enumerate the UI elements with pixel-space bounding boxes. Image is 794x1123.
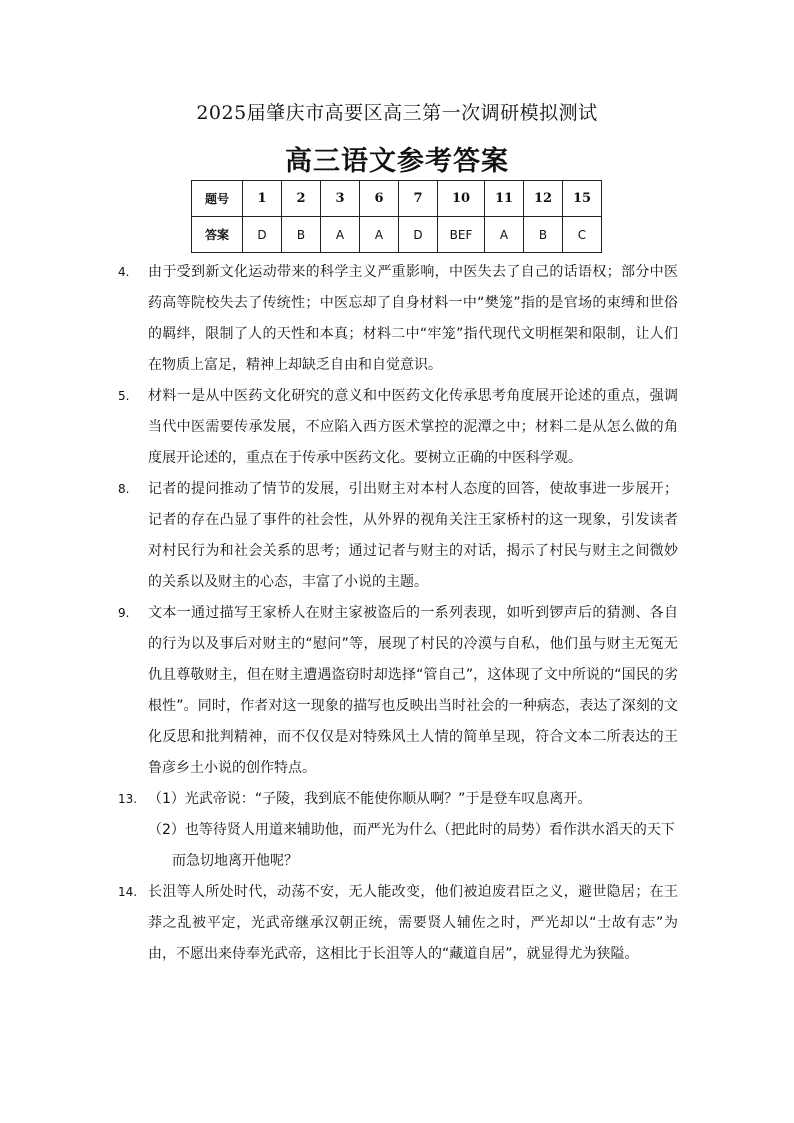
item-number: 5. xyxy=(118,389,130,403)
item-number: 4. xyxy=(118,265,130,279)
question-number: 6 xyxy=(360,181,399,217)
item-text: 由于受到新文化运动带来的科学主义严重影响，中医失去了自己的话语权；部分中医药高等院校失去了传统性；中医忘却了自身材料一中“樊笼”指的是官场的束缚和世俗的羁绊，限制了人的天性和本真；材料二中“牢笼”指代现代文明框架和限制，让人们在物质上富足，精神上却缺乏自由和自觉意识。 xyxy=(148,264,678,373)
answer-cell: BEF xyxy=(438,217,485,253)
question-number: 15 xyxy=(563,181,602,217)
answer-table xyxy=(191,180,602,253)
question-number: 7 xyxy=(399,181,438,217)
item-text: 记者的提问推动了情节的发展，引出财主对本村人态度的回答，使故事进一步展开；记者的存在凸显了事件的社会性，从外界的视角关注王家桥村的这一现象，引发读者对村民行为和社会关系的思考；通过记者与财主的对话，揭示了村民与财主之间微妙的关系以及财主的心态，丰富了小说的主题。 xyxy=(148,481,678,590)
answer-cell: B xyxy=(282,217,321,253)
answer-cell: B xyxy=(524,217,563,253)
answer-item-14 xyxy=(118,877,678,970)
item-number: 9. xyxy=(118,606,130,620)
answer-list xyxy=(118,257,678,970)
item-text: 文本一通过描写王家桥人在财主家被盗后的一系列表现，如听到锣声后的猜测、各自的行为以及事后对财主的“慰问”等，展现了村民的冷漠与自私，他们虽与财主无冤无仇且尊敬财主，但在财主遭遇盗窃时却选择“管自己”，这体现了文中所说的“国民的劣根性”。同时，作者对这一现象的描写也反映出当时社会的一种病态，表达了深刻的文化反思和批判精神，而不仅仅是对特殊风土人情的简单呈现，符合文本二所表达的王鲁彦乡土小说的创作特点。 xyxy=(148,605,678,776)
answer-row xyxy=(192,217,602,253)
answer-item-5 xyxy=(118,381,678,474)
question-number: 12 xyxy=(524,181,563,217)
item-number: 14. xyxy=(118,885,138,899)
answer-item-8 xyxy=(118,474,678,598)
answer-label: 答案 xyxy=(192,217,243,253)
sub-answer-1: （1）光武帝说：“子陵，我到底不能使你顺从啊？”于是登车叹息离开。 xyxy=(148,791,592,807)
answer-cell: A xyxy=(360,217,399,253)
answer-item-4 xyxy=(118,257,678,381)
answer-cell: A xyxy=(485,217,524,253)
question-number: 2 xyxy=(282,181,321,217)
answer-item-9 xyxy=(118,598,678,784)
sub-answer-2-line1: （2）也等待贤人用道来辅助他，而严光为什么（把此时的局势）看作洪水滔天的天下 xyxy=(148,822,675,838)
page-title: 高三语文参考答案 xyxy=(285,146,509,177)
sub-answer-2-line2: 而急切地离开他呢？ xyxy=(172,853,298,869)
question-number: 10 xyxy=(438,181,485,217)
exam-title: 2025届肇庆市高要区高三第一次调研模拟测试 xyxy=(196,102,598,124)
question-number: 3 xyxy=(321,181,360,217)
question-number-row xyxy=(192,181,602,217)
question-label: 题号 xyxy=(192,181,243,217)
answer-cell: C xyxy=(563,217,602,253)
item-text: 长沮等人所处时代，动荡不安，无人能改变，他们被迫废君臣之义，避世隐居；在王莽之乱被平定，光武帝继承汉朝正统，需要贤人辅佐之时，严光却以“士故有志”为由，不愿出来侍奉光武帝，这相比于长沮等人的“藏道自居”，就显得尤为狭隘。 xyxy=(148,884,678,962)
question-number: 1 xyxy=(243,181,282,217)
answer-cell: D xyxy=(399,217,438,253)
sub-answer-2 xyxy=(118,815,678,877)
item-number: 8. xyxy=(118,482,130,496)
answer-item-13 xyxy=(118,784,678,815)
question-number: 11 xyxy=(485,181,524,217)
answer-cell: A xyxy=(321,217,360,253)
answer-cell: D xyxy=(243,217,282,253)
item-number: 13. xyxy=(118,792,138,806)
item-text: 材料一是从中医药文化研究的意义和中医药文化传承思考角度展开论述的重点，强调当代中医需要传承发展，不应陷入西方医术掌控的泥潭之中；材料二是从怎么做的角度展开论述的，重点在于传承中医药文化。要树立正确的中医科学观。 xyxy=(148,388,678,466)
